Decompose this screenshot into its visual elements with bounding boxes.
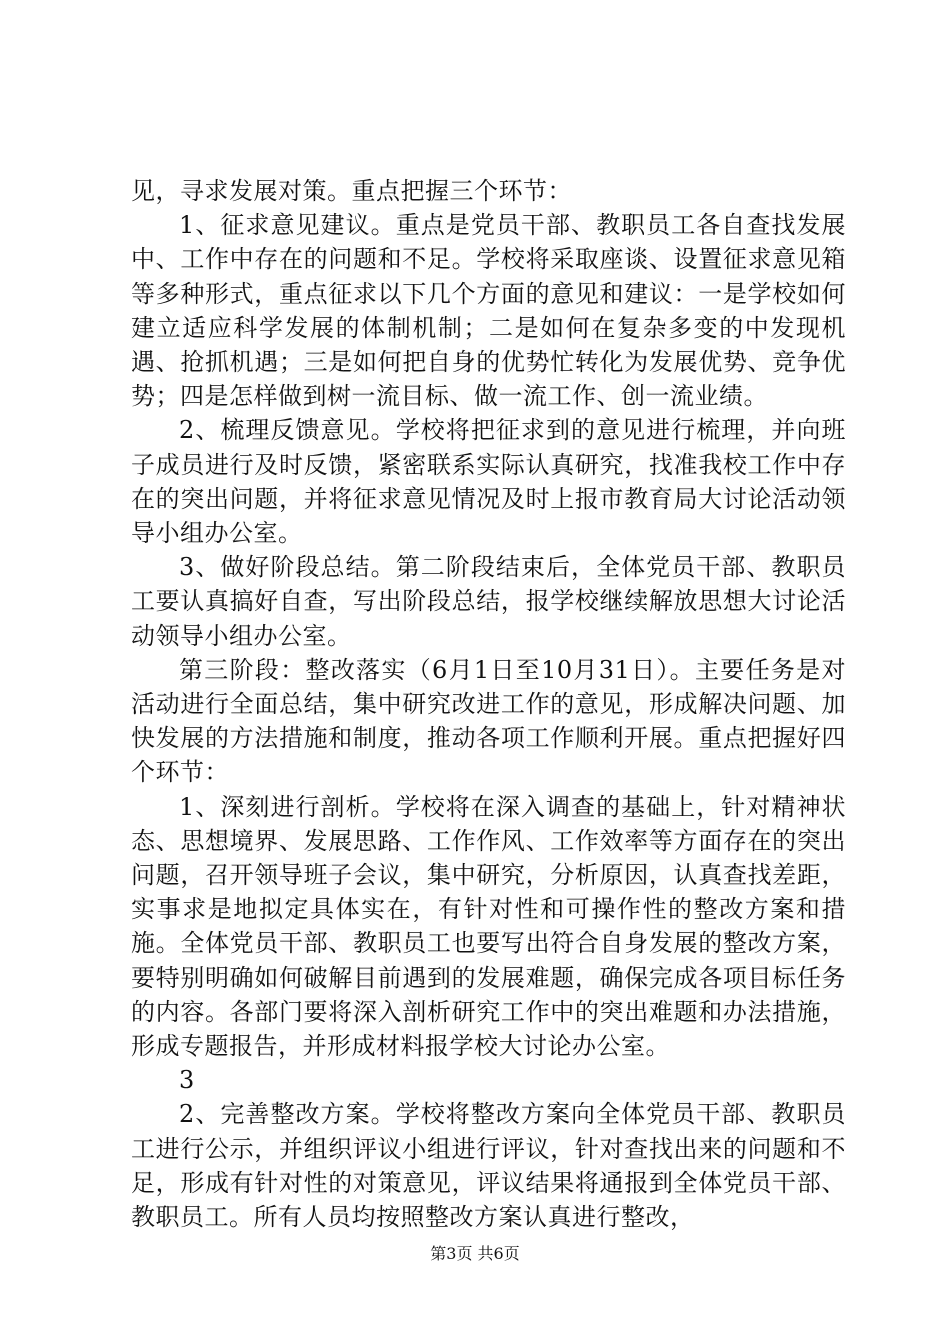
paragraph-deep-analysis: 1、深刻进行剖析。学校将在深入调查的基础上，针对精神状态、思想境界、发展思路、工作作风、工作效率等方面存在的突出问题，召开领导班子会议，集中研究，分析原因，认真查找差距，实事求是地拟定具体实在，有针对性和可操作性的整改方案和措施。全体党员干部、教职员工也要写出符合自身发展的整改方案，要特别明确如何破解目前遇到的发展难题，确保完成各项目标任务的内容。各部门要将深入剖析研究工作中的突出难题和办法措施，形成专题报告，并形成材料报学校大讨论办公室。 [131,792,846,1061]
paragraph-number-mark: 3 [179,1066,195,1095]
paragraph-feedback-opinions: 2、梳理反馈意见。学校将把征求到的意见进行梳理，并向班子成员进行及时反馈，紧密联系实际认真研究，找准我校工作中存在的突出问题，并将征求意见情况及时上报市教育局大讨论活动领导小组办公室。 [131,416,846,548]
document-body [131,174,846,1234]
paragraph-intro-continuation: 见，寻求发展对策。重点把握三个环节： [131,177,572,205]
page-footer: 第3页 共6页 [430,1244,520,1263]
paragraph-solicit-opinions: 1、征求意见建议。重点是党员干部、教职员工各自查找发展中、工作中存在的问题和不足。学校将采取座谈、设置征求意见箱等多种形式，重点征求以下几个方面的意见和建议：一是学校如何建立适应科学发展的体制机制；二是如何在复杂多变的中发现机遇、抢抓机遇；三是如何把自身的优势忙转化为发展优势、竞争优势；四是怎样做到树一流目标、做一流工作、创一流业绩。 [131,211,846,411]
paragraph-phase-three: 第三阶段：整改落实（6月1日至10月31日）。主要任务是对活动进行全面总结，集中研究改进工作的意见，形成解决问题、加快发展的方法措施和制度，推动各项工作顺利开展。重点把握好四个环节： [131,655,846,787]
paragraph-stage-summary: 3、做好阶段总结。第二阶段结束后，全体党员干部、教职员工要认真搞好自查，写出阶段总结，报学校继续解放思想大讨论活动领导小组办公室。 [131,553,846,650]
paragraph-improve-plan: 2、完善整改方案。学校将整改方案向全体党员干部、教职员工进行公示，并组织评议小组进行评议，针对查找出来的问题和不足，形成有针对性的对策意见，评议结果将通报到全体党员干部、教职员工。所有人员均按照整改方案认真进行整改， [131,1100,846,1232]
